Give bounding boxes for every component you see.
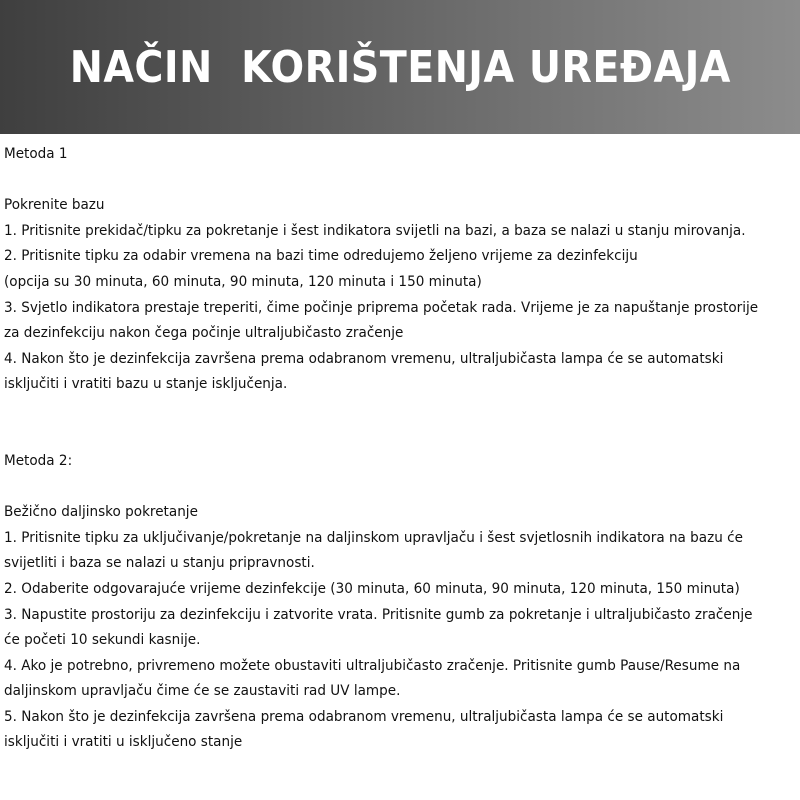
method-1-line: 4. Nakon što je dezinfekcija završena prema odabranom vremenu, ultraljubičasta lampa će se automatski bbox=[4, 349, 724, 367]
method-1-line: isključiti i vratiti bazu u stanje isključenja. bbox=[4, 375, 288, 393]
method-2-line: daljinskom upravljaču čime će se zaustaviti rad UV lampe. bbox=[4, 682, 401, 700]
instructions-body bbox=[4, 141, 798, 755]
method-1-line: (opcija su 30 minuta, 60 minuta, 90 minuta, 120 minuta i 150 minuta) bbox=[4, 272, 482, 290]
method-2-heading: Metoda 2: bbox=[4, 451, 73, 469]
method-2-section bbox=[4, 448, 798, 755]
method-2-subheading: Bežično daljinsko pokretanje bbox=[4, 503, 198, 521]
method-1-subheading: Pokrenite bazu bbox=[4, 196, 105, 214]
title-banner bbox=[0, 0, 800, 134]
method-1-line: za dezinfekciju nakon čega počinje ultraljubičasto zračenje bbox=[4, 324, 404, 342]
page-title: NAČIN KORIŠTENJA UREĐAJA bbox=[69, 41, 731, 93]
method-2-line: 4. Ako je potrebno, privremeno možete obustaviti ultraljubičasto zračenje. Pritisnite gumb Pause/Resume na bbox=[4, 656, 741, 674]
method-1-section bbox=[4, 141, 798, 397]
method-1-heading: Metoda 1 bbox=[4, 145, 68, 162]
method-1-line: 1. Pritisnite prekidač/tipku za pokretanje i šest indikatora svijetli na bazi, a baza se nalazi u stanju mirovanja. bbox=[4, 221, 746, 239]
method-2-line: 1. Pritisnite tipku za uključivanje/pokretanje na daljinskom upravljaču i šest svjetlosnih indikatora na bazu će bbox=[4, 528, 743, 546]
method-2-line: će početi 10 sekundi kasnije. bbox=[4, 631, 201, 649]
method-1-line: 3. Svjetlo indikatora prestaje treperiti, čime počinje priprema početak rada. Vrijeme je za napuštanje prostorije bbox=[4, 298, 759, 316]
method-2-line: 3. Napustite prostoriju za dezinfekciju i zatvorite vrata. Pritisnite gumb za pokretanje i ultraljubičasto zračenje bbox=[4, 605, 753, 623]
method-2-line: 2. Odaberite odgovarajuće vrijeme dezinfekcije (30 minuta, 60 minuta, 90 minuta, 120 minuta, 150 minuta) bbox=[4, 579, 740, 597]
method-2-line: svijetliti i baza se nalazi u stanju pripravnosti. bbox=[4, 554, 315, 572]
method-2-line: isključiti i vratiti u isključeno stanje bbox=[4, 733, 243, 751]
method-2-line: 5. Nakon što je dezinfekcija završena prema odabranom vremenu, ultraljubičasta lampa će se automatski bbox=[4, 707, 724, 725]
method-1-line: 2. Pritisnite tipku za odabir vremena na bazi time odredujemo željeno vrijeme za dezinfekciju bbox=[4, 247, 638, 265]
